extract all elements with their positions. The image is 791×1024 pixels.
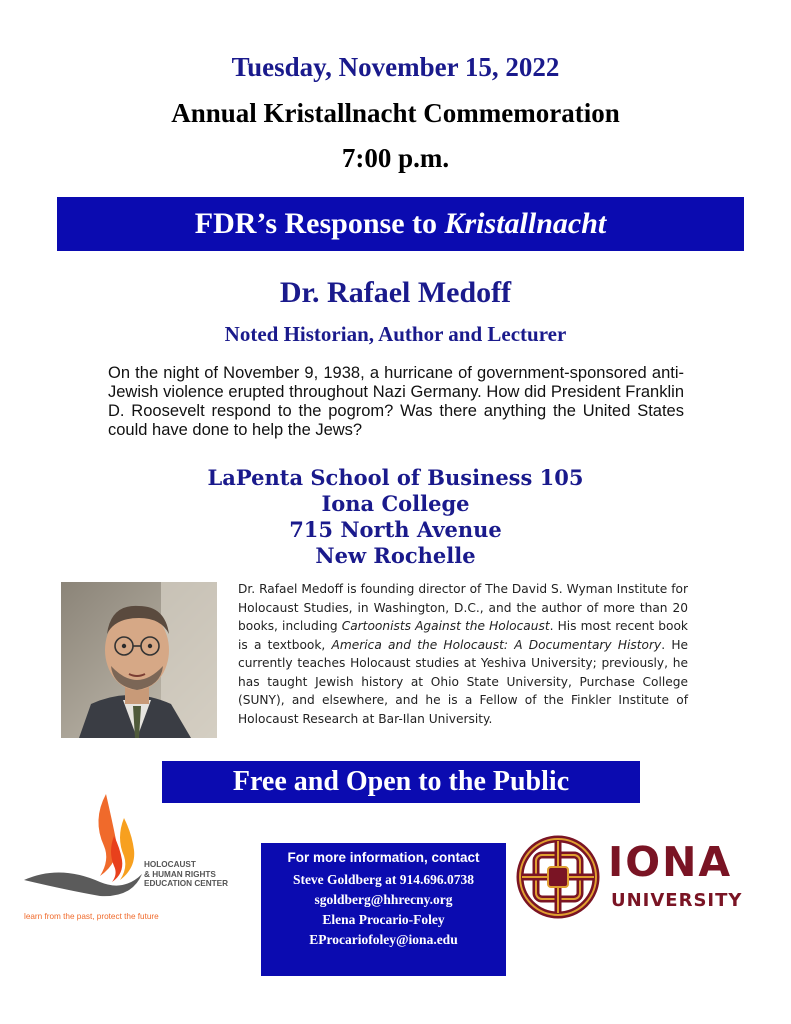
event-date: Tuesday, November 15, 2022 [231, 52, 560, 82]
speaker-role: Noted Historian, Author and Lecturer [224, 322, 567, 346]
title-prefix: FDR’s Response to [194, 207, 445, 240]
bio-book-1: Cartoonists Against the Holocaust [341, 619, 550, 633]
hhrec-line-2: & HUMAN RIGHTS [144, 869, 216, 879]
contact-email-2[interactable]: EProcariofoley@iona.edu [309, 932, 458, 947]
venue-room: LaPenta School of Business 105 [207, 465, 584, 490]
celtic-knot-icon [516, 835, 600, 919]
hhrec-name [144, 860, 228, 889]
venue-block [0, 465, 791, 569]
venue-street: 715 North Avenue [289, 517, 502, 542]
speaker-photo [61, 582, 217, 738]
speaker-bio [238, 580, 688, 728]
bio-book-2: America and the Holocaust: A Documentary History [331, 637, 662, 652]
hhrec-logo [20, 790, 250, 930]
bio-text-3: . He currently teaches Holocaust studies at Yeshiva University; previously, he has taught Jewish history at Ohio State University, Purchase College (SUNY), and elsewhere, and he is a Fellow of the Finkler Institute of Holocaust Research at Bar-Ilan University. [238, 637, 688, 726]
venue-city: New Rochelle [315, 543, 476, 568]
hhrec-line-1: HOLOCAUST [144, 860, 196, 869]
bio-text-1: Dr. Rafael Medoff is founding director of The David S. Wyman Institute for Holocaust Studies, in Washington, D.C., and the author of more than 20 books, including [238, 582, 688, 633]
event-time: 7:00 p.m. [341, 143, 450, 173]
title-banner [57, 197, 744, 251]
hhrec-line-3: EDUCATION CENTER [144, 879, 228, 888]
contact-box [261, 843, 506, 976]
bio-text-2: . His most recent book is a textbook, [238, 619, 688, 652]
free-admission-banner: Free and Open to the Public [162, 761, 640, 803]
hhrec-tagline: learn from the past, protect the future [24, 912, 159, 921]
contact-email-1[interactable]: sgoldberg@hhrecny.org [314, 892, 453, 907]
iona-subtitle: UNIVERSITY [611, 890, 743, 911]
contact-line-1: Steve Goldberg at 914.696.0738 [292, 872, 475, 887]
iona-wordmark: IONA [608, 838, 733, 886]
event-name: Annual Kristallnacht Commemoration [171, 98, 620, 128]
speaker-name: Dr. Rafael Medoff [279, 276, 512, 309]
event-description: On the night of November 9, 1938, a hurricane of government-sponsored anti-Jewish violence erupted throughout Nazi Germany. How did President Franklin D. Roosevelt respond to the pogrom? Was there anything the United States could have done to help the Jews? [108, 364, 684, 439]
contact-heading: For more information, contact [287, 850, 480, 865]
venue-institution: Iona College [321, 491, 470, 516]
contact-line-3: Elena Procario-Foley [322, 912, 445, 927]
title-italic: Kristallnacht [444, 207, 607, 240]
